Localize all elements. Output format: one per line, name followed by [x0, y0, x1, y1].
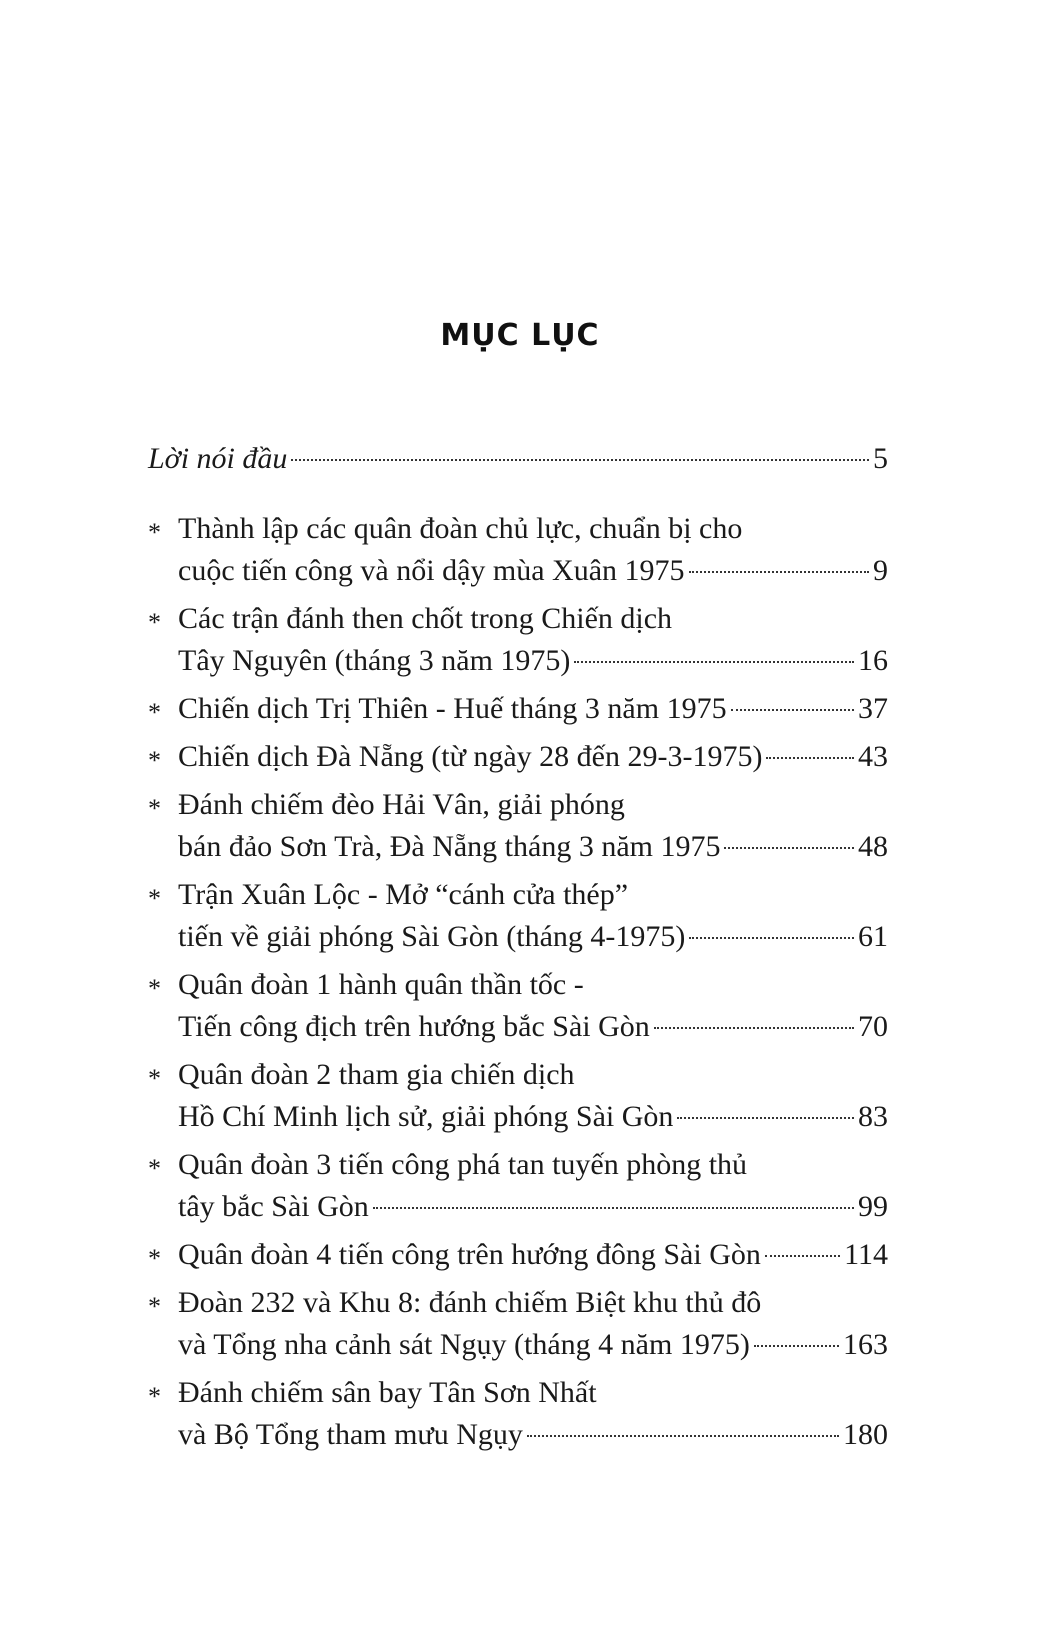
dot-leader: [677, 1117, 854, 1119]
dot-leader: [689, 571, 869, 573]
dot-leader: [373, 1207, 854, 1209]
bullet-asterisk: *: [148, 884, 161, 913]
dot-leader: [291, 459, 869, 461]
toc-entry-label: và Bộ Tổng tham mưu Ngụy: [178, 1418, 523, 1451]
toc-page-number: 48: [858, 830, 888, 863]
toc-entry[interactable]: [148, 598, 888, 682]
toc-page-number: 99: [858, 1190, 888, 1223]
bullet-asterisk: *: [148, 1064, 161, 1093]
toc-entry-list: [148, 508, 888, 1462]
toc-page-number: 70: [858, 1010, 888, 1043]
dot-leader: [754, 1345, 839, 1347]
toc-entry-label: Chiến dịch Đà Nẵng (từ ngày 28 đến 29-3-1975): [178, 740, 763, 773]
toc-entry[interactable]: [148, 508, 888, 592]
dot-leader: [527, 1435, 839, 1437]
toc-entry-title-line: Các trận đánh then chốt trong Chiến dịch: [178, 602, 673, 635]
toc-entry-label: Chiến dịch Trị Thiên - Huế tháng 3 năm 1975: [178, 692, 727, 725]
toc-entry[interactable]: [148, 1372, 888, 1456]
toc-entry-label: và Tổng nha cảnh sát Ngụy (tháng 4 năm 1975): [178, 1328, 750, 1361]
toc-page-number: 180: [843, 1418, 888, 1451]
toc-entry[interactable]: [148, 1054, 888, 1138]
toc-entry-title-line: Đánh chiếm sân bay Tân Sơn Nhất: [178, 1376, 597, 1409]
bullet-asterisk: *: [148, 1382, 161, 1411]
toc-page-number: 83: [858, 1100, 888, 1133]
dot-leader: [724, 847, 854, 849]
toc-page-number: 163: [843, 1328, 888, 1361]
toc-entry-label: cuộc tiến công và nổi dậy mùa Xuân 1975: [178, 554, 685, 587]
toc-entry[interactable]: [148, 874, 888, 958]
dot-leader: [654, 1027, 854, 1029]
toc-entry-title-line: Quân đoàn 2 tham gia chiến dịch: [178, 1058, 575, 1091]
toc-page-number: 37: [858, 692, 888, 725]
dot-leader: [574, 661, 854, 663]
toc-entry-label: Lời nói đầu: [148, 442, 288, 475]
bullet-asterisk: *: [148, 794, 161, 823]
toc-entry-title-line: Trận Xuân Lộc - Mở “cánh cửa thép”: [178, 878, 629, 911]
table-of-contents: [148, 438, 888, 1462]
toc-page-number: 43: [858, 740, 888, 773]
bullet-asterisk: *: [148, 1292, 161, 1321]
toc-entry-label: Tiến công địch trên hướng bắc Sài Gòn: [178, 1010, 650, 1043]
toc-entry-title-line: Quân đoàn 1 hành quân thần tốc -: [178, 968, 584, 1001]
dot-leader: [689, 937, 854, 939]
bullet-asterisk: *: [148, 974, 161, 1003]
toc-entry[interactable]: [148, 1234, 888, 1276]
bullet-asterisk: *: [148, 518, 161, 547]
toc-entry[interactable]: [148, 964, 888, 1048]
bullet-asterisk: *: [148, 698, 161, 727]
toc-entry-label: Hồ Chí Minh lịch sử, giải phóng Sài Gòn: [178, 1100, 674, 1133]
toc-entry-title-line: Đoàn 232 và Khu 8: đánh chiếm Biệt khu thủ đô: [178, 1286, 762, 1319]
toc-entry[interactable]: [148, 784, 888, 868]
toc-entry[interactable]: [148, 688, 888, 730]
page-title: MỤC LỤC: [440, 318, 600, 353]
toc-page-number: 114: [844, 1238, 888, 1271]
toc-entry-label: bán đảo Sơn Trà, Đà Nẵng tháng 3 năm 1975: [178, 830, 721, 863]
bullet-asterisk: *: [148, 608, 161, 637]
toc-entry-title-line: Quân đoàn 3 tiến công phá tan tuyến phòng thủ: [178, 1148, 748, 1181]
bullet-asterisk: *: [148, 1244, 161, 1273]
toc-page-number: 5: [873, 442, 888, 475]
toc-entry[interactable]: [148, 1282, 888, 1366]
toc-entry-label: tiến về giải phóng Sài Gòn (tháng 4-1975): [178, 920, 686, 953]
dot-leader: [765, 1255, 840, 1257]
toc-page-number: 61: [858, 920, 888, 953]
toc-entry-label: Tây Nguyên (tháng 3 năm 1975): [178, 644, 571, 677]
toc-entry-title-line: Thành lập các quân đoàn chủ lực, chuẩn bị cho: [178, 512, 743, 545]
toc-entry[interactable]: [148, 736, 888, 778]
toc-entry-title-line: Đánh chiếm đèo Hải Vân, giải phóng: [178, 788, 625, 821]
toc-entry-label: Quân đoàn 4 tiến công trên hướng đông Sài Gòn: [178, 1238, 761, 1271]
bullet-asterisk: *: [148, 746, 161, 775]
toc-page-number: 9: [873, 554, 888, 587]
toc-entry-preface[interactable]: [148, 438, 888, 480]
toc-entry-label: tây bắc Sài Gòn: [178, 1190, 369, 1223]
toc-page-number: 16: [858, 644, 888, 677]
toc-entry[interactable]: [148, 1144, 888, 1228]
dot-leader: [731, 709, 854, 711]
bullet-asterisk: *: [148, 1154, 161, 1183]
dot-leader: [766, 757, 854, 759]
